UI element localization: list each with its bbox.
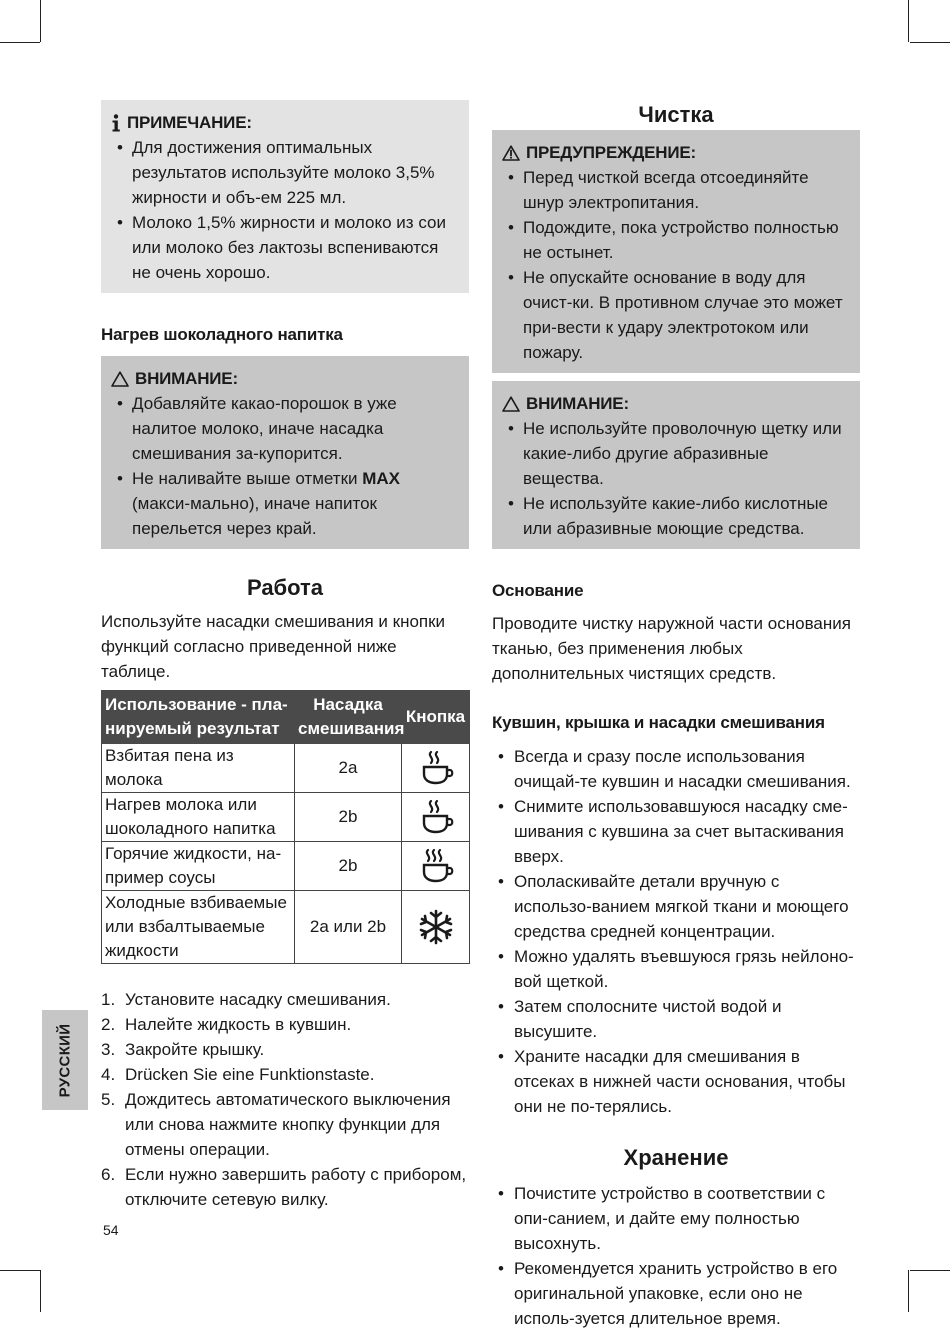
list-item: • Молоко 1,5% жирности и молоко из сои или молоко без лактозы вспениваются не очень хорошо. xyxy=(111,210,457,285)
header-attachment: Насадка смешивания xyxy=(295,691,402,744)
function-table xyxy=(101,690,470,964)
jug-list xyxy=(492,744,860,1119)
right-column xyxy=(492,100,860,1331)
warning-title: ПРЕДУПРЕЖДЕНИЕ: xyxy=(502,140,848,165)
crop-mark xyxy=(910,1270,950,1271)
list-item: • Перед чисткой всегда отсоединяйте шнур электропитания. xyxy=(502,165,848,215)
cell-button xyxy=(402,744,470,793)
list-item: • Храните насадки для смешивания в отсеках в нижней части основания, чтобы они не по-терялись. xyxy=(492,1044,860,1119)
list-item: 1. Установите насадку смешивания. xyxy=(101,990,391,1009)
list-item: 3. Закройте крышку. xyxy=(101,1040,265,1059)
language-tab: РУССКИЙ xyxy=(42,1010,88,1110)
list-item: 5. Дождитесь автоматического выключения или снова нажмите кнопку функции для отмены операции. xyxy=(101,1090,451,1159)
left-column xyxy=(101,100,469,1212)
crop-mark xyxy=(0,1270,40,1271)
note-box xyxy=(101,100,469,293)
caution-triangle-icon xyxy=(502,396,520,412)
note-list xyxy=(111,135,457,285)
caution-box-left xyxy=(101,356,469,549)
page-number: 54 xyxy=(103,1222,119,1238)
crop-mark xyxy=(0,42,40,43)
caution-box-right xyxy=(492,381,860,549)
note-title: ПРИМЕЧАНИЕ: xyxy=(111,110,457,135)
max-mark: MAX xyxy=(362,469,401,488)
cell-button xyxy=(402,891,470,964)
operation-intro: Используйте насадки смешивания и кнопки функций согласно приведенной ниже таблице. xyxy=(101,612,446,681)
crop-mark xyxy=(40,1270,41,1312)
cleaning-title: Чистка xyxy=(638,102,714,127)
list-item: • Не опускайте основание в воду для очист-ки. В противном случае это может при-вести к удару электротоком или пожару. xyxy=(502,265,848,365)
storage-list xyxy=(492,1181,860,1331)
list-item: • Почистите устройство в соответствии с опи-санием, и дайте ему полностью высохнуть. xyxy=(492,1181,860,1256)
cell-button xyxy=(402,793,470,842)
table-header-row xyxy=(102,691,470,744)
table-row xyxy=(102,793,470,842)
list-item: • Затем сполосните чистой водой и высушите. xyxy=(492,994,860,1044)
cup-one-steam-icon xyxy=(416,748,456,788)
base-text: Проводите чистку наружной части основания тканью, без применения любых дополнительных чистящих средств. xyxy=(492,614,851,683)
crop-mark xyxy=(908,1270,909,1312)
jug-heading: Кувшин, крышка и насадки смешивания xyxy=(492,713,825,732)
warning-list xyxy=(502,165,848,365)
operation-steps xyxy=(101,987,469,1212)
crop-mark xyxy=(910,42,950,43)
info-icon xyxy=(111,114,121,132)
caution-triangle-icon xyxy=(111,371,129,387)
list-item: 4. Drücken Sie eine Funktionstaste. xyxy=(101,1065,375,1084)
table-row xyxy=(102,744,470,793)
table-row xyxy=(102,891,470,964)
warning-box xyxy=(492,130,860,373)
list-item: • Ополаскивайте детали вручную с использо-ванием мягкой ткани и моющего средства средней концентрации. xyxy=(492,869,860,944)
list-item: • Подождите, пока устройство полностью не остынет. xyxy=(502,215,848,265)
cell-use: Взбитая пена из молока xyxy=(102,744,295,793)
caution-list-left xyxy=(111,391,457,541)
cell-attachment: 2b xyxy=(295,842,402,891)
header-use: Использование - пла-нируемый результат xyxy=(102,691,295,744)
base-heading: Основание xyxy=(492,581,584,600)
list-item: • Всегда и сразу после использования очищай-те кувшин и насадки смешивания. xyxy=(492,744,860,794)
operation-title: Работа xyxy=(246,575,324,600)
list-item: 6. Если нужно завершить работу с прибором, отключите сетевую вилку. xyxy=(101,1165,467,1209)
list-item: • Не наливайте выше отметки MAX (макси-мально), иначе напиток перельется через край. xyxy=(111,466,457,541)
list-item: • Для достижения оптимальных результатов используйте молоко 3,5% жирности и объ-ем 225 мл. xyxy=(111,135,457,210)
list-item: • Снимите использовавшуюся насадку сме-шивания с кувшина за счет вытаскивания вверх. xyxy=(492,794,860,869)
cup-three-steam-icon xyxy=(416,846,456,886)
cell-use: Горячие жидкости, на-пример соусы xyxy=(102,842,295,891)
header-button: Кнопка xyxy=(402,691,470,744)
caution-title-right: ВНИМАНИЕ: xyxy=(502,391,848,416)
table-row xyxy=(102,842,470,891)
cell-attachment: 2a или 2b xyxy=(295,891,402,964)
warning-triangle-icon xyxy=(502,145,520,161)
list-item: • Рекомендуется хранить устройство в его оригинальной упаковке, если оно не исполь-зуется длительное время. xyxy=(492,1256,860,1331)
choc-heading: Нагрев шоколадного напитка xyxy=(101,325,343,344)
caution-title-left: ВНИМАНИЕ: xyxy=(111,366,457,391)
cell-attachment: 2a xyxy=(295,744,402,793)
list-item: • Не используйте проволочную щетку или какие-либо другие абразивные вещества. xyxy=(502,416,848,491)
caution-list-right xyxy=(502,416,848,541)
cell-attachment: 2b xyxy=(295,793,402,842)
crop-mark xyxy=(908,0,909,42)
cell-button xyxy=(402,842,470,891)
cell-use: Нагрев молока или шоколадного напитка xyxy=(102,793,295,842)
list-item: 2. Налейте жидкость в кувшин. xyxy=(101,1015,352,1034)
crop-mark xyxy=(40,0,41,42)
list-item: • Добавляйте какао-порошок в уже налитое молоко, иначе насадка смешивания за-купорится. xyxy=(111,391,457,466)
storage-title: Хранение xyxy=(623,1145,729,1170)
cell-use: Холодные взбиваемые или взбалтываемые жидкости xyxy=(102,891,295,964)
cup-two-steam-icon xyxy=(416,797,456,837)
list-item: • Можно удалять въевшуюся грязь нейлоно-вой щеткой. xyxy=(492,944,860,994)
snowflake-icon xyxy=(416,907,456,947)
list-item: • Не используйте какие-либо кислотные или абразивные моющие средства. xyxy=(502,491,848,541)
